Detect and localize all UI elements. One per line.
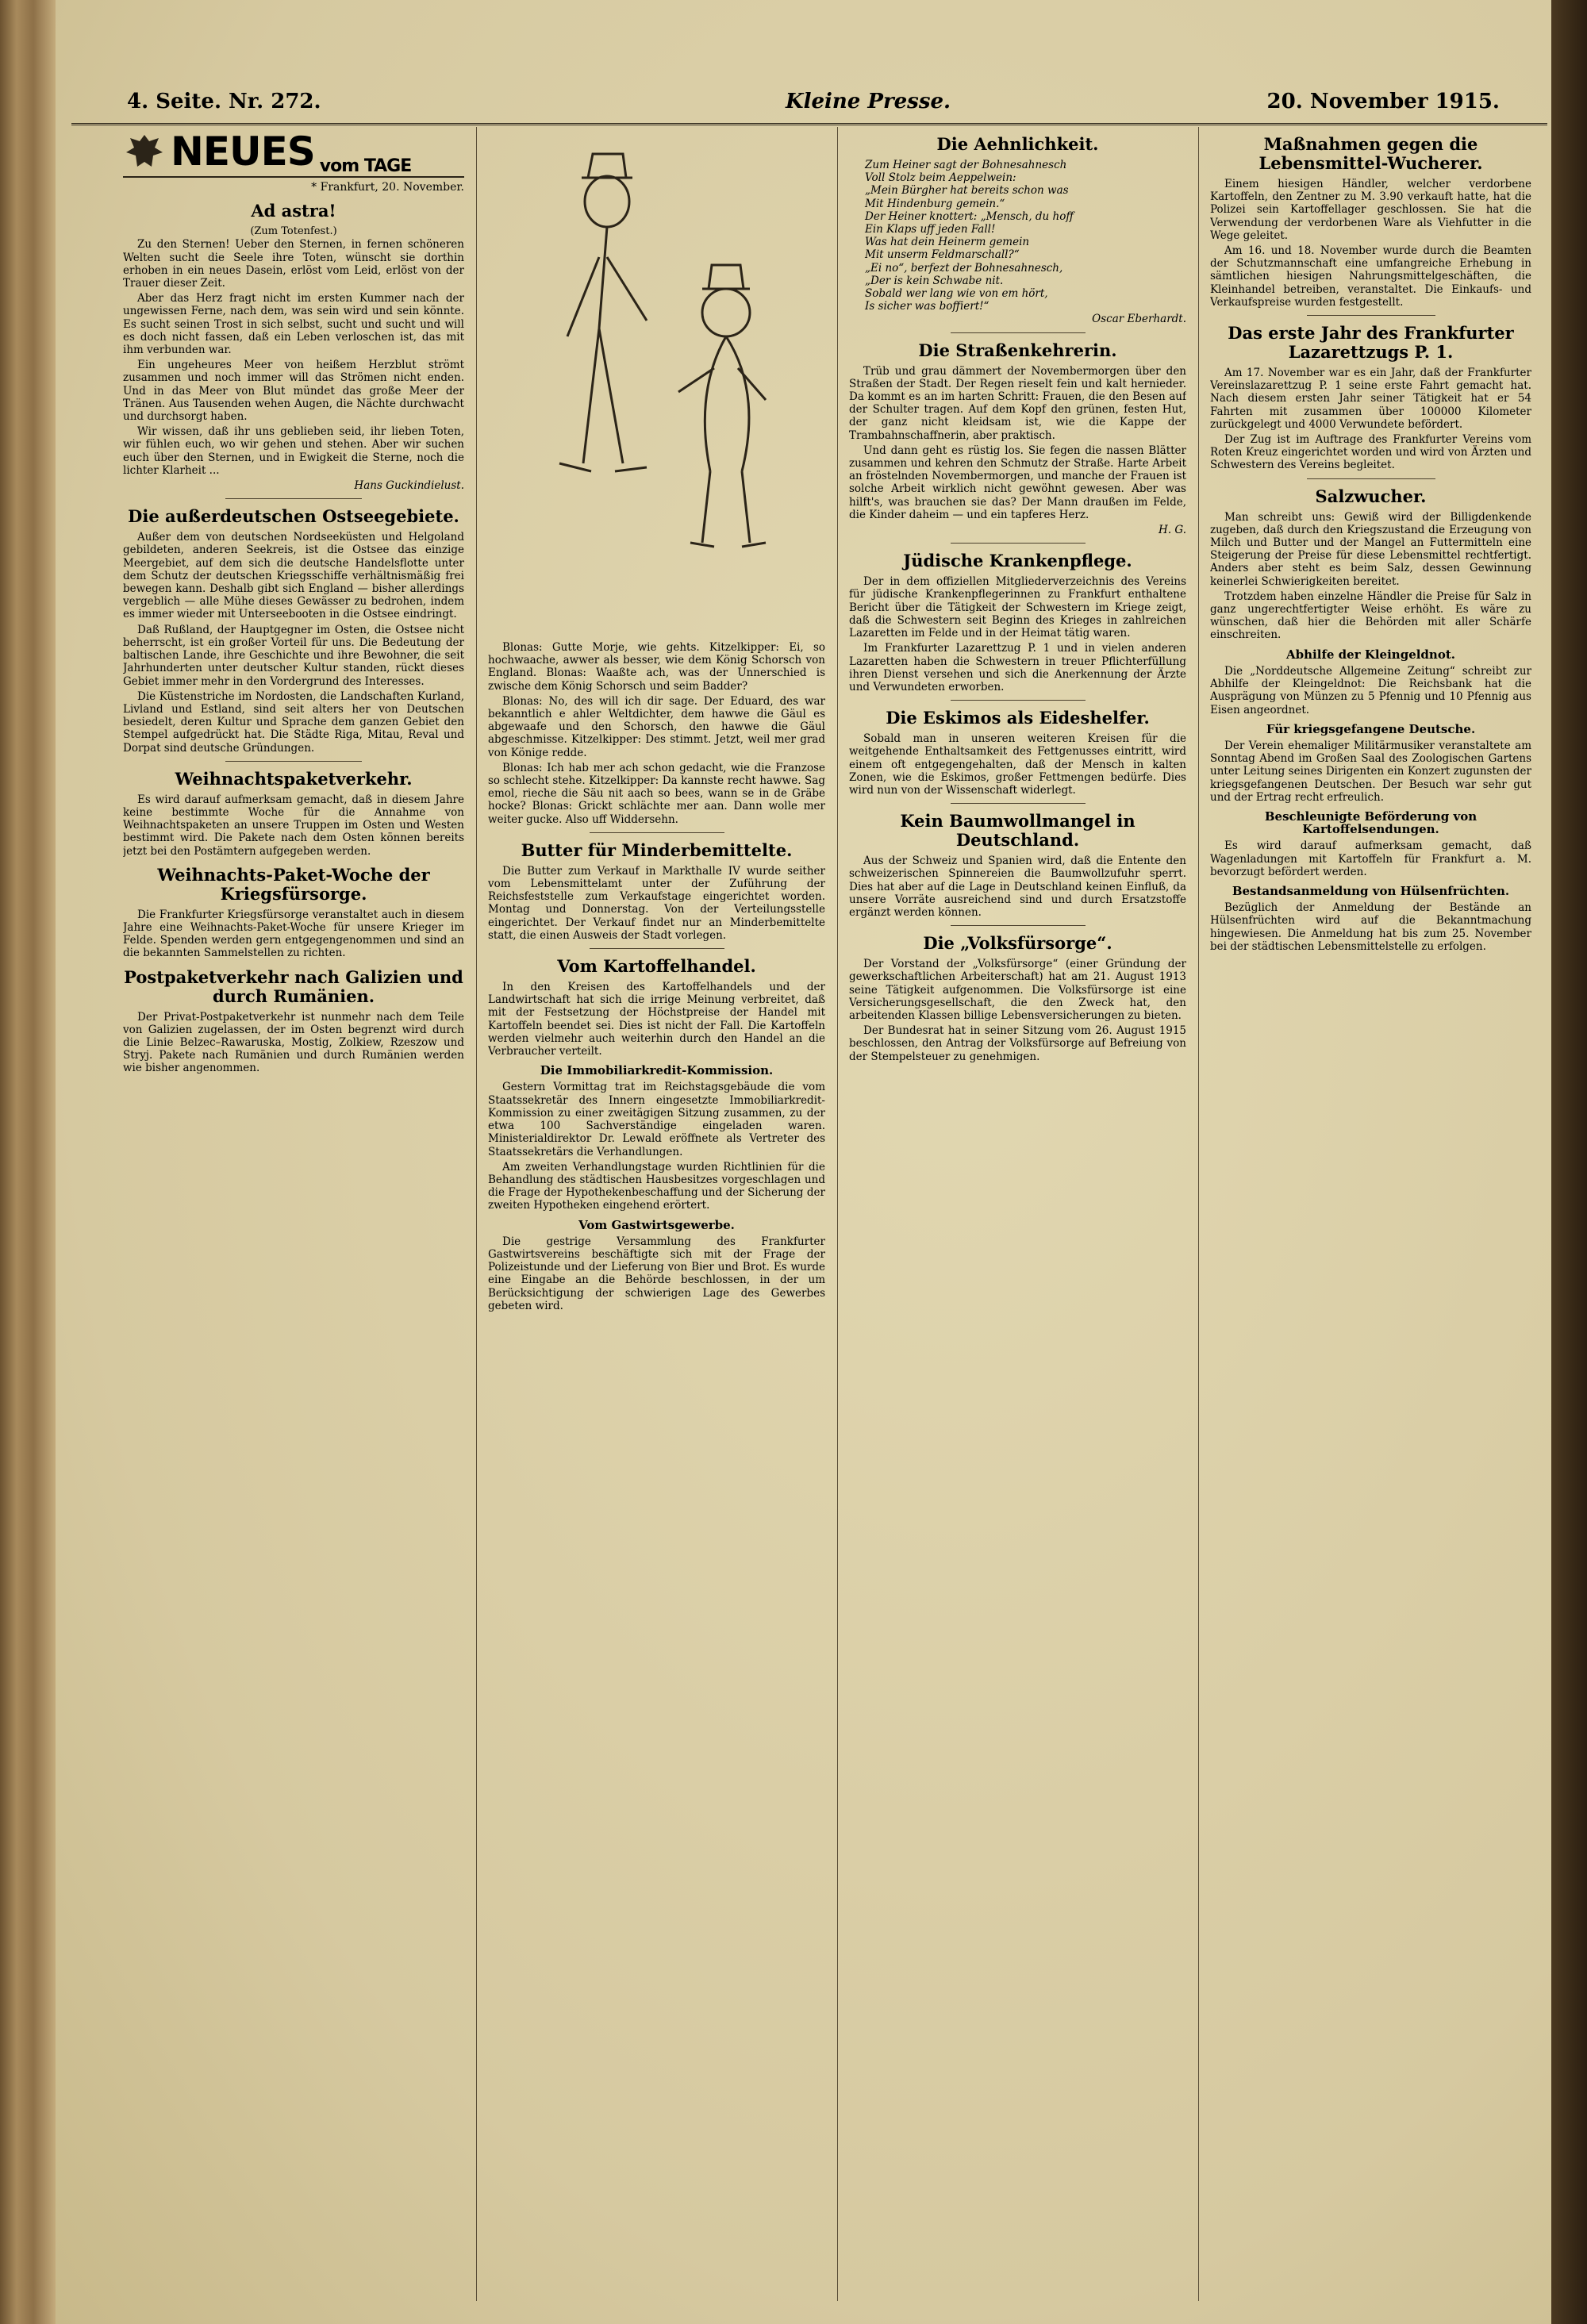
poem <box>849 159 1186 313</box>
article-subheading: Beschleunigte Beförderung von Kartoffelsendungen. <box>1264 809 1477 837</box>
poem-line: „Der is kein Schwabe nit. <box>865 274 1004 287</box>
poem-line: Mit unserm Feldmarschall?“ <box>865 248 1020 262</box>
author-signature: Hans Guckindielust. <box>354 479 464 493</box>
cartoon-illustration <box>488 130 825 638</box>
paragraph: Trotzdem haben einzelne Händler die Preise für Salz in ganz ungerechtfertigter Weise erhöht. Es wäre zu wünschen, daß hier die Behörden mit aller Schärfe einschreiten. <box>1210 590 1531 642</box>
paragraph: Außer dem von deutschen Nordseeküsten und Helgoland gebildeten, anderen Seekreis, ist die Ostsee das einzige Meergebiet, auf dem sich die deutsche Handelsflotte unter dem Schutz der deutschen Kriegsschiffe verhältnismäßig frei bewegen kann. Deshalb gibt sich England — bisher allerdings vergeblich — alle Mühe dieses Gewässer zu bedrohen, indem es immer wieder mit Unterseebooten in die Ostsee eindringt. <box>123 531 464 621</box>
article-heading: Die Aehnlichkeit. <box>936 134 1099 154</box>
right-edge <box>1551 0 1587 2324</box>
paragraph: Die „Norddeutsche Allgemeine Zeitung“ schreibt zur Abhilfe der Kleingeldnot: Die Reichsbank hat die Ausprägung von Münzen zu 5 Pfennig und 10 Pfennig aus Eisen angeordnet. <box>1210 664 1531 716</box>
author-signature: Oscar Eberhardt. <box>1092 313 1186 326</box>
paragraph: Die Küstenstriche im Nordosten, die Landschaften Kurland, Livland und Estland, sind seit alters her von Deutschen besiedelt, deren Kultur und Sprache dem ganzen Gebiet den Stempel aufgedrückt hat. Die Städte Riga, Mitau, Reval und Dorpat sind deutsche Gründungen. <box>123 690 464 755</box>
poem-line: Der Heiner knottert: „Mensch, du hoff <box>865 209 1074 223</box>
column-rule <box>837 127 838 2301</box>
divider <box>951 543 1086 544</box>
divider <box>951 803 1086 804</box>
paragraph: Im Frankfurter Lazarettzug P. 1 und in vielen anderen Lazaretten haben die Schwestern in treuer Pflichterfüllung ihren Dienst versehen und sich die Anerkennung der Ärzte und Verwundeten erworben. <box>849 642 1186 693</box>
poem-line: Sobald wer lang wie von em hört, <box>865 287 1048 301</box>
paragraph: Der Privat-Postpaketverkehr ist nunmehr nach dem Teile von Galizien zugelassen, der im Osten begrenzt wird durch die Linie Belzec–Rawaruska, Mostig, Zolkiew, Rzeszow und Stryj. Pakete nach Rumänien und durch Rumänien werden wie bisher angenommen. <box>123 1010 464 1075</box>
article-heading: Jüdische Krankenpflege. <box>903 551 1132 571</box>
poem-line: Was hat dein Heinerm gemein <box>865 236 1030 249</box>
article-heading: Kein Baumwollmangel in Deutschland. <box>900 811 1135 851</box>
book-edge <box>0 0 56 2324</box>
divider <box>1307 315 1435 316</box>
paragraph: In den Kreisen des Kartoffelhandels und der Landwirtschaft hat sich die irrige Meinung verbreitet, daß mit der Festsetzung der Höchstpreise der Handel mit Kartoffeln beendet sei. Dies ist nicht der Fall. Die Kartoffeln werden vielmehr auch weiterhin durch den Handel an die Verbraucher verteilt. <box>488 981 825 1058</box>
article-heading: Maßnahmen gegen die Lebensmittel-Wucherer. <box>1258 134 1483 173</box>
masthead-title: NEUES <box>171 128 315 175</box>
article-subheading: Die Immobiliarkredit-Kommission. <box>540 1063 774 1078</box>
article-heading: Das erste Jahr des Frankfurter Lazarettzugs P. 1. <box>1228 323 1514 363</box>
article-heading: Die außerdeutschen Ostseegebiete. <box>128 506 459 527</box>
poem-line: „Ei no“, berfezt der Bohnesahnesch, <box>865 261 1063 275</box>
divider <box>1307 478 1435 479</box>
divider <box>951 925 1086 926</box>
article-subheading: Vom Gastwirtsgewerbe. <box>578 1217 735 1232</box>
column-3 <box>849 127 1186 2301</box>
column-2 <box>488 127 825 2301</box>
paragraph: Daß Rußland, der Hauptgegner im Osten, die Ostsee nicht beherrscht, ist ein großer Vorteil für uns. Die Bedeutung der baltischen Lande, ihre Geschichte und ihre Bewohner, die seit Jahrhunderten unter deutscher Kultur standen, rückt dieses Gebiet immer mehr in den Vordergrund des Interesses. <box>123 623 464 688</box>
masthead-subtitle: vom TAGE <box>319 156 412 176</box>
paragraph: Am zweiten Verhandlungstage wurden Richtlinien für die Behandlung des städtischen Hausbesitzes vorgeschlagen und die Frage der Hypothekenbeschaffung und der Sicherung der zweiten Hypotheken eingehend erörtert. <box>488 1160 825 1212</box>
poem-line: Mit Hindenburg gemein.“ <box>865 197 1005 210</box>
paragraph: Der Verein ehemaliger Militärmusiker veranstaltete am Sonntag Abend im Großen Saal des Zoologischen Gartens unter Leitung seines Dirigenten ein Konzert zugunsten der kriegsgefangenen Deutschen. Der Besuch war sehr gut und der Ertrag recht erfreulich. <box>1210 739 1531 804</box>
column-rule <box>1198 127 1199 2301</box>
paragraph: Sobald man in unseren weiteren Kreisen für die weitgehende Enthaltsamkeit des Fettgenusses eintritt, wird einem oft entgegengehalten, daß der Mensch in kalten Zonen, wie die Eskimos, großer Fettmengen bedürfe. Dies wird nun von der Wissenschaft widerlegt. <box>849 732 1186 797</box>
paragraph: Am 16. und 18. November wurde durch die Beamten der Schutzmannschaft eine umfangreiche Erhebung in sämtlichen hiesigen Nahrungsmittelgeschäften, die Kleinhandel betreiben, veranstaltet. Die Einkaufs- und Verkaufspreise wurden festgestellt. <box>1210 244 1531 309</box>
divider <box>590 832 724 833</box>
paragraph: Trüb und grau dämmert der Novembermorgen über den Straßen der Stadt. Der Regen rieselt fein und kalt hernieder. Da kommt es an im harten Schritt: Frauen, die den Besen auf der Schulter tragen. Auf dem Kopf den grünen, festen Hut, der ganz nicht kleidsam ist, wie die Kappe der Trambahnschaffnerin, aber praktisch. <box>849 364 1186 442</box>
article-heading: Die Eskimos als Eideshelfer. <box>886 708 1150 728</box>
column-rule <box>476 127 477 2301</box>
page-number: 4. Seite. Nr. 272. <box>127 90 321 113</box>
poem-line: „Mein Bürgher hat bereits schon was <box>865 184 1069 198</box>
paragraph: Einem hiesigen Händler, welcher verdorbene Kartoffeln, den Zentner zu M. 3.90 verkauft hatte, hat die Polizei sein Kartoffellager geschlossen. Sie hat die Verwendung der verdorbenen Ware als Viehfutter in die Wege geleitet. <box>1210 178 1531 242</box>
article-heading: Die „Volksfürsorge“. <box>923 933 1112 954</box>
paragraph: Zu den Sternen! Ueber den Sternen, in fernen schöneren Welten sucht die Seele ihre Toten, wünscht sie dorthin erhoben in ein neues Dasein, erlöst vom Leid, erlöst von der Trauer dieser Zeit. <box>123 238 464 290</box>
article-subheading: Bestandsanmeldung von Hülsenfrüchten. <box>1232 883 1510 898</box>
divider <box>951 700 1086 701</box>
article-subheading: (Zum Totenfest.) <box>250 225 337 238</box>
paragraph: Der Bundesrat hat in seiner Sitzung vom 26. August 1915 beschlossen, den Antrag der Volksfürsorge auf Befreiung von der Stempelsteuer zu genehmigen. <box>849 1024 1186 1063</box>
article-heading: Postpaketverkehr nach Galizien und durch Rumänien. <box>124 966 463 1006</box>
paragraph: Man schreibt uns: Gewiß wird der Billigdenkende zugeben, daß durch den Kriegszustand die Erzeugung von Milch und Butter und der Mangel an Futtermitteln eine Steigerung der Preise für diese Lebensmittel rechtfertigt. Anders aber steht es beim Salz, dessen Gewinnung keinerlei Schwierigkeiten bereitet. <box>1210 510 1531 588</box>
paragraph: Aus der Schweiz und Spanien wird, daß die Entente den schweizerischen Spinnereien die Baumwollzufuhr sperrt. Dies hat aber auf die Lage in Deutschland keinen Einfluß, da unsere Vorräte ausreichend sind und durch Ersatzstoffe ergänzt werden können. <box>849 855 1186 919</box>
paragraph: Der in dem offiziellen Mitgliederverzeichnis des Vereins für jüdische Krankenpflegerinnen zu Frankfurt enthaltene Bericht über die Tätigkeit der Schwestern im Kriege zeigt, daß die Schwestern seit Beginn des Krieges in zahlreichen Lazaretten im Felde und in der Heimat tätig waren. <box>849 575 1186 640</box>
paper-title: Kleine Presse. <box>786 90 951 113</box>
author-signature: H. G. <box>1159 524 1186 537</box>
article-heading: Butter für Minderbemittelte. <box>521 839 793 860</box>
issue-date: 20. November 1915. <box>1266 90 1500 113</box>
divider <box>225 498 362 499</box>
poem-line: Zum Heiner sagt der Bohnesahnesch <box>865 159 1067 171</box>
paragraph: Blonas: Gutte Morje, wie gehts. Kitzelkipper: Ei, so hochwaache, awwer als besser, wie dem König Schorsch von England. Blonas: Waaßte ach, was der Unnerschied is zwische dem König Schorsch und seim Badder? <box>488 641 825 693</box>
divider <box>225 761 362 762</box>
article-subheading: Für kriegsgefangene Deutsche. <box>1266 721 1476 736</box>
paragraph: Die Frankfurter Kriegsfürsorge veranstaltet auch in diesem Jahre eine Weihnachts-Paket-Woche für unsere Krieger im Felde. Spenden werden gern entgegengenommen und sind an die bekannten Sammelstellen zu richten. <box>123 908 464 960</box>
paragraph: Bezüglich der Anmeldung der Bestände an Hülsenfrüchten wird auf die Bekanntmachung hingewiesen. Die Anmeldung hat bis zum 25. November bei der städtischen Lebensmittelstelle zu erfolgen. <box>1210 901 1531 953</box>
article-subheading: Abhilfe der Kleingeldnot. <box>1286 647 1455 662</box>
poem-line: Voll Stolz beim Aeppelwein: <box>865 171 1016 185</box>
column-1 <box>123 127 464 2301</box>
paragraph: Es wird darauf aufmerksam gemacht, daß Wagenladungen mit Kartoffeln für Frankfurt a. M. bevorzugt befördert werden. <box>1210 839 1531 878</box>
column-4 <box>1210 127 1531 2301</box>
poem-line: Ein Klaps uff jeden Fall! <box>865 223 996 236</box>
paragraph: Der Vorstand der „Volksfürsorge“ (einer Gründung der gewerkschaftlichen Arbeiterschaft) hat am 21. August 1913 seine Tätigkeit aufgenommen. Die Volksfürsorge ist eine Versicherungsgesellschaft, die den Zweck hat, den arbeitenden Klassen billige Lebensversicherungen zu bieten. <box>849 958 1186 1022</box>
paragraph: Und dann geht es rüstig los. Sie fegen die nassen Blätter zusammen und kehren den Schmutz der Straße. Harte Arbeit an fröstelnden Novembermorgen, und manche der Frauen ist solche Arbeit wirklich nicht gewöhnt gewesen. Aber was hilft's, was brauchen sie das? Der Mann draußen im Felde, die Kinder daheim — und ein tapferes Herz. <box>849 444 1186 521</box>
paragraph: Wir wissen, daß ihr uns geblieben seid, ihr lieben Toten, wir fühlen euch, wo wir gehen und stehen. Aber wir suchen euch über den Sternen, und in Ewigkeit die Sterne, noch die lichter Klarheit ... <box>123 425 464 477</box>
article-heading: Weihnachts-Paket-Woche der Kriegsfürsorge. <box>157 864 430 904</box>
paragraph: Aber das Herz fragt nicht im ersten Kummer nach der ungewissen Ferne, nach dem, was sein wird und sein könnte. Es sucht seinen Trost in sich selbst, sucht und sucht und will es doch nicht fassen, daß ein Leben verloschen ist, das mit ihm verbunden war. <box>123 292 464 357</box>
paragraph: Am 17. November war es ein Jahr, daß der Frankfurter Vereinslazarettzug P. 1 seine erste Fahrt gemacht hat. Nach diesem ersten Jahr seiner Tätigkeit hat er 54 Fahrten mit zusammen über 100000 Kilometer zurückgelegt und 4000 Verwundete befördert. <box>1210 367 1531 431</box>
paragraph: Gestern Vormittag trat im Reichstagsgebäude die vom Staatssekretär des Innern eingesetzte Immobiliarkredit-Kommission zu einer zweitägigen Sitzung zusammen, zu der etwa 100 Sachverständige eingeladen waren. Ministerialdirektor Dr. Lewald eröffnete als Vertreter des Staatssekretärs die Verhandlungen. <box>488 1081 825 1158</box>
paragraph: Der Zug ist im Auftrage des Frankfurter Vereins vom Roten Kreuz eingerichtet worden und wird von Ärzten und Schwestern des Vereins begleitet. <box>1210 433 1531 472</box>
paragraph: Es wird darauf aufmerksam gemacht, daß in diesem Jahre keine bestimmte Woche für die Annahme von Weihnachtspaketen an unsere Truppen im Osten und Westen bestimmt wird. Die Pakete nach dem Osten können bereits jetzt bei den Postämtern aufgegeben werden. <box>123 793 464 858</box>
divider <box>590 948 724 949</box>
dateline: * Frankfurt, 20. November. <box>311 181 464 194</box>
paragraph: Ein ungeheures Meer von heißem Herzblut strömt zusammen und noch immer will das Strömen nicht enden. Und in das Meer von Blut mündet das große Meer der Tränen. Aus Tausenden wehen Augen, die Nächte durchwacht und durchsorgt haben. <box>123 359 464 424</box>
paragraph: Die Butter zum Verkauf in Markthalle IV wurde seither vom Lebensmittelamt unter der Zuführung der Reichsfeststelle zum Verkaufstage eingerichtet worden. Montag und Donnerstag. Von der Verteilungsstelle eingerichtet. Der Verkauf findet nur an Minderbemittelte statt, die einen Ausweis der Stadt vorlegen. <box>488 864 825 942</box>
paragraph: Blonas: Ich hab mer ach schon gedacht, wie die Franzose so schlecht stehe. Kitzelkipper: Da kannste recht hawwe. Sag emol, rieche die Säu nit aach so bees, wann se in de Gräbe hocke? Blonas: Grickt schlächte mer aan. Dann wolle mer weiter gucke. Also uff Widdersehn. <box>488 761 825 826</box>
paragraph: Die gestrige Versammlung des Frankfurter Gastwirtsvereins beschäftigte sich mit der Frage der Polizeistunde und der Lieferung von Bier und Brot. Es wurde eine Eingabe an die Behörde beschlossen, in der um Berücksichtigung der schwierigen Lage des Gewerbes gebeten wird. <box>488 1235 825 1312</box>
article-heading: Die Straßenkehrerin. <box>918 340 1117 360</box>
page-header <box>71 83 1547 125</box>
article-heading: Salzwucher. <box>1315 486 1427 506</box>
divider <box>951 332 1086 333</box>
article-heading: Vom Kartoffelhandel. <box>557 956 756 977</box>
paragraph: Blonas: No, des will ich dir sage. Der Eduard, des war bekanntlich e ahler Weltdichter, dem hawwe die Gäul es abgewaafe und den Schorsch, den hawwe die Gäul abgeschmisse. Kitzelkipper: Des stimmt. Jetzt, weil mer grad von Könige redde. <box>488 694 825 759</box>
article-heading: Weihnachtspaketverkehr. <box>175 768 413 789</box>
poem-line: Is sicher was boffiert!“ <box>865 300 989 313</box>
article-heading: Ad astra! <box>251 201 336 221</box>
eagle-icon <box>123 130 166 173</box>
section-masthead <box>123 127 464 178</box>
